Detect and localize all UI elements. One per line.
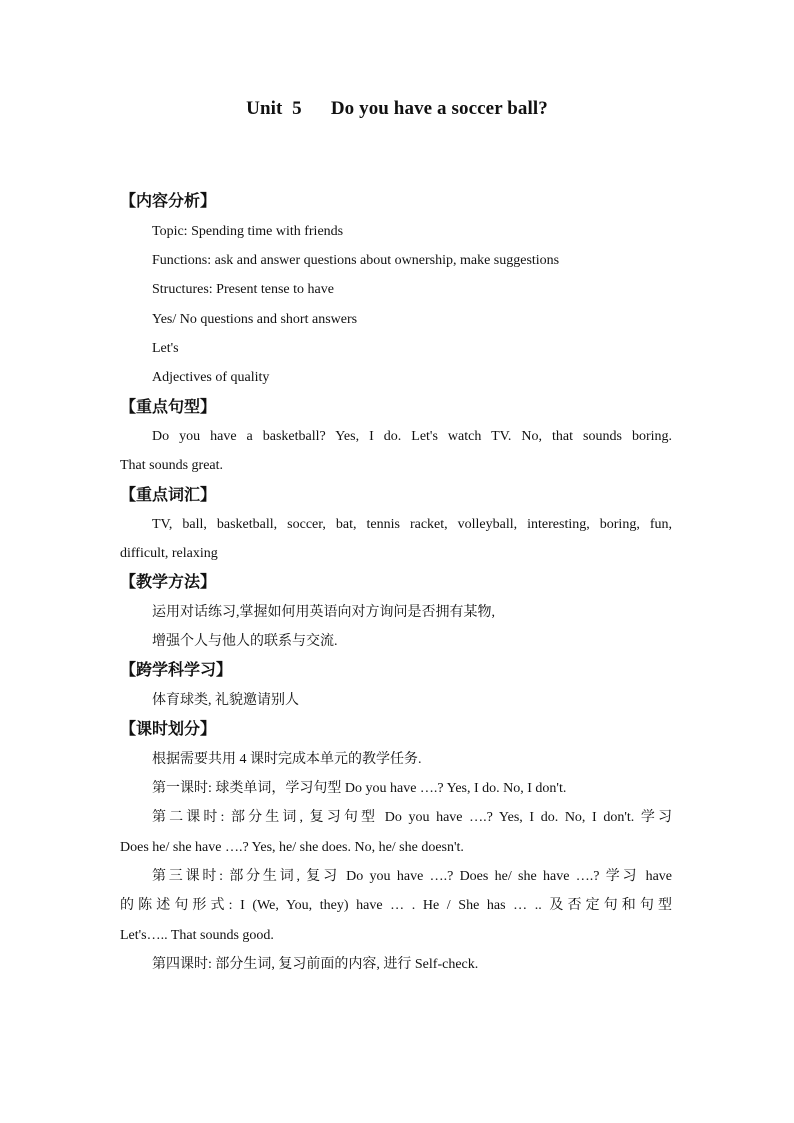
key-sentences-line-2: That sounds great. (120, 458, 224, 473)
lesson-2-line-2: Does he/ she have ….? Yes, he/ she does. No, he/ she doesn't. (120, 840, 464, 855)
content-line-yes-no: Yes/ No questions and short answers (152, 312, 358, 327)
key-vocabulary-line-2: difficult, relaxing (120, 546, 218, 561)
heading-lesson-division: 【课时划分】 (120, 719, 217, 738)
content-line-lets: Let's (152, 341, 179, 356)
key-vocabulary-line-1: TV, ball, basketball, soccer, bat, tennis racket, volleyball, interesting, boring, fun, (152, 517, 672, 532)
teaching-method-line-1: 运用对话练习,掌握如何用英语向对方询问是否拥有某物, (152, 605, 495, 620)
lesson-division-intro: 根据需要共用 4 课时完成本单元的教学任务. (152, 752, 422, 767)
page-title: Unit 5 Do you have a soccer ball? (246, 98, 548, 119)
content-line-adjectives: Adjectives of quality (152, 370, 270, 385)
content-line-structures: Structures: Present tense to have (152, 282, 334, 297)
lesson-2-line-1: 第二课时: 部分生词, 复习句型 Do you have ….? Yes, I do. No, I don't. 学习 (152, 810, 672, 825)
heading-content-analysis: 【内容分析】 (120, 191, 217, 210)
heading-cross-subject: 【跨学科学习】 (120, 660, 233, 679)
heading-key-sentences: 【重点句型】 (120, 397, 217, 416)
lesson-3-line-1: 第三课时: 部分生词, 复习 Do you have ….? Does he/ she have ….? 学习 have (152, 869, 672, 884)
content-line-topic: Topic: Spending time with friends (152, 224, 344, 239)
teaching-method-line-2: 增强个人与他人的联系与交流. (152, 634, 338, 649)
lesson-1: 第一课时: 球类单词，学习句型 Do you have ….? Yes, I do. No, I don't. (152, 781, 567, 796)
content-line-functions: Functions: ask and answer questions about ownership, make suggestions (152, 253, 560, 268)
lesson-3-line-2: 的陈述句形式: I (We, You, they) have … . He / She has … .. 及否定句和句型 (120, 898, 672, 913)
lesson-3-line-3: Let's….. That sounds good. (120, 928, 274, 943)
cross-subject-line-1: 体育球类, 礼貌邀请别人 (152, 693, 299, 708)
heading-key-vocabulary: 【重点词汇】 (120, 485, 217, 504)
lesson-4: 第四课时: 部分生词, 复习前面的内容, 进行 Self-check. (152, 957, 479, 972)
heading-teaching-method: 【教学方法】 (120, 572, 217, 591)
key-sentences-line-1: Do you have a basketball? Yes, I do. Let's watch TV. No, that sounds boring. (152, 429, 672, 444)
